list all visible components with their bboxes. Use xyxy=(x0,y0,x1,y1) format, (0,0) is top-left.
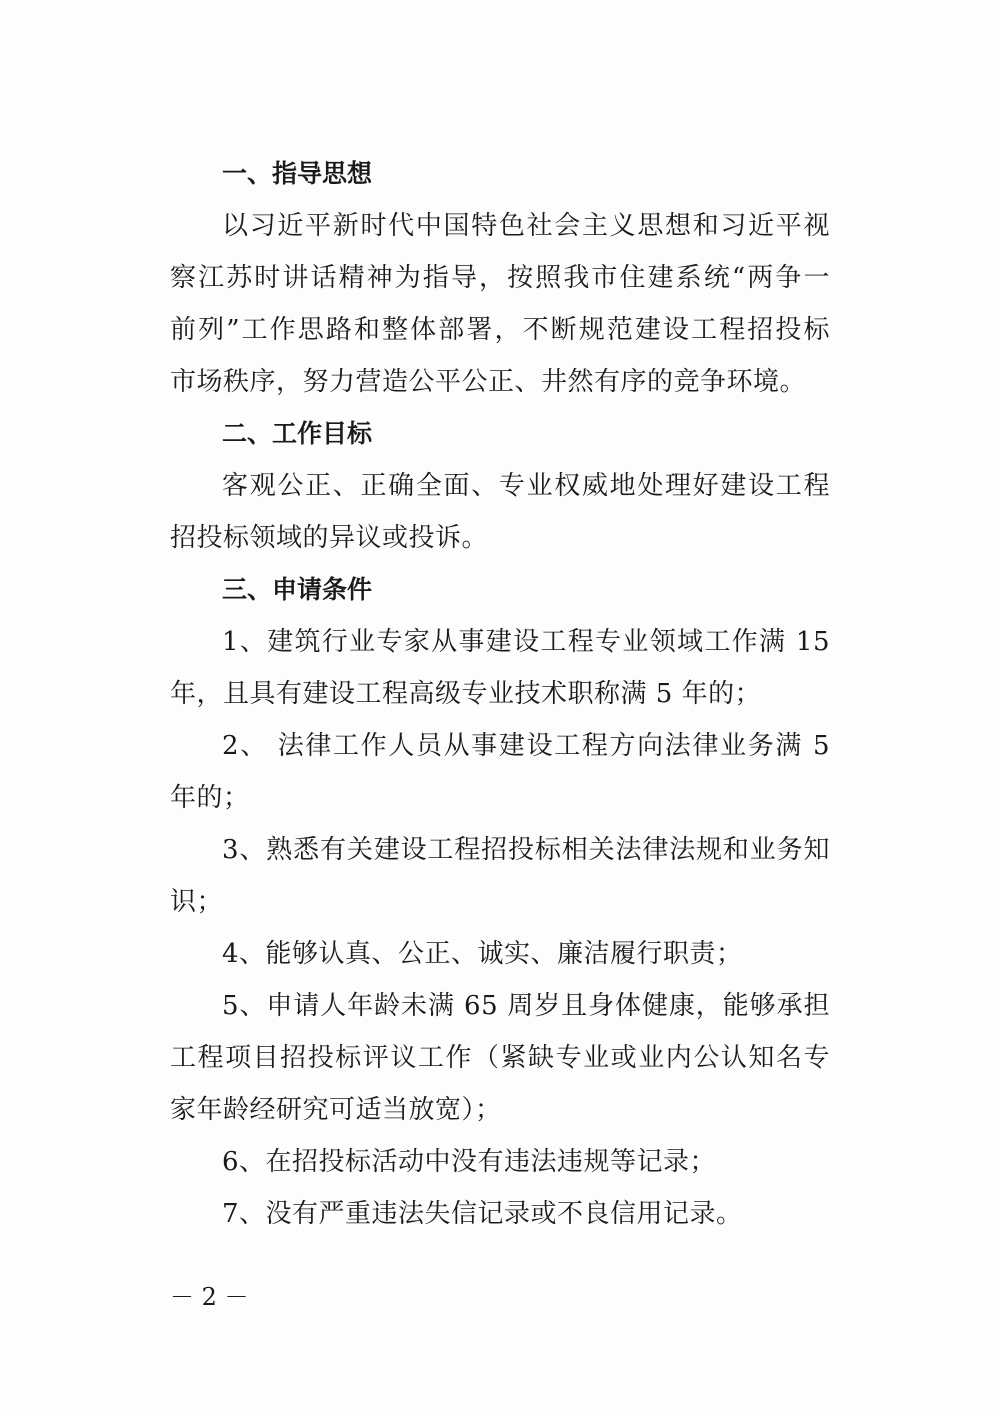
condition-item-6 xyxy=(170,1136,830,1188)
text-line: 4、能够认真、公正、诚实、廉洁履行职责； xyxy=(222,939,743,969)
section-heading-application-conditions: 三、申请条件 xyxy=(222,575,373,604)
section-heading-guiding-ideology: 一、指导思想 xyxy=(222,159,373,188)
condition-item-2 xyxy=(170,720,830,824)
text-line: 7、没有严重违法失信记录或不良信用记录。 xyxy=(222,1199,743,1229)
condition-item-7 xyxy=(170,1188,830,1240)
text-line: 客观公正、正确全面、专业权威地处理好建设工程 xyxy=(222,471,830,501)
document-body xyxy=(170,148,830,1240)
condition-item-4 xyxy=(170,928,830,980)
text-line: 市场秩序，努力营造公平公正、井然有序的竞争环境。 xyxy=(170,367,807,397)
text-line: 年，且具有建设工程高级专业技术职称满 5 年的； xyxy=(170,679,762,709)
condition-item-1 xyxy=(170,616,830,720)
text-line: 察江苏时讲话精神为指导，按照我市住建系统“两争一 xyxy=(170,263,830,293)
paragraph-work-goals xyxy=(170,460,830,564)
text-line: 年的； xyxy=(170,783,250,813)
section-heading-work-goals: 二、工作目标 xyxy=(222,419,373,448)
page-number: － 2 － xyxy=(170,1283,249,1311)
text-line: 6、在招投标活动中没有违法违规等记录； xyxy=(222,1147,717,1177)
text-line: 以习近平新时代中国特色社会主义思想和习近平视 xyxy=(222,211,830,241)
text-line: 招投标领域的异议或投诉。 xyxy=(170,523,489,553)
text-line: 识； xyxy=(170,887,224,917)
condition-item-5 xyxy=(170,980,830,1136)
paragraph-guiding-ideology xyxy=(170,200,830,408)
condition-item-3 xyxy=(170,824,830,928)
text-line: 工程项目招投标评议工作（紧缺专业或业内公认知名专 xyxy=(170,1043,830,1073)
text-line: 家年龄经研究可适当放宽）； xyxy=(170,1095,502,1125)
text-line: 2、 法律工作人员从事建设工程方向法律业务满 5 xyxy=(222,731,830,761)
text-line: 5、申请人年龄未满 65 周岁且身体健康，能够承担 xyxy=(222,991,830,1021)
text-line: 前列”工作思路和整体部署，不断规范建设工程招投标 xyxy=(170,315,830,345)
text-line: 3、熟悉有关建设工程招投标相关法律法规和业务知 xyxy=(222,835,830,865)
text-line: 1、建筑行业专家从事建设工程专业领域工作满 15 xyxy=(222,627,830,657)
